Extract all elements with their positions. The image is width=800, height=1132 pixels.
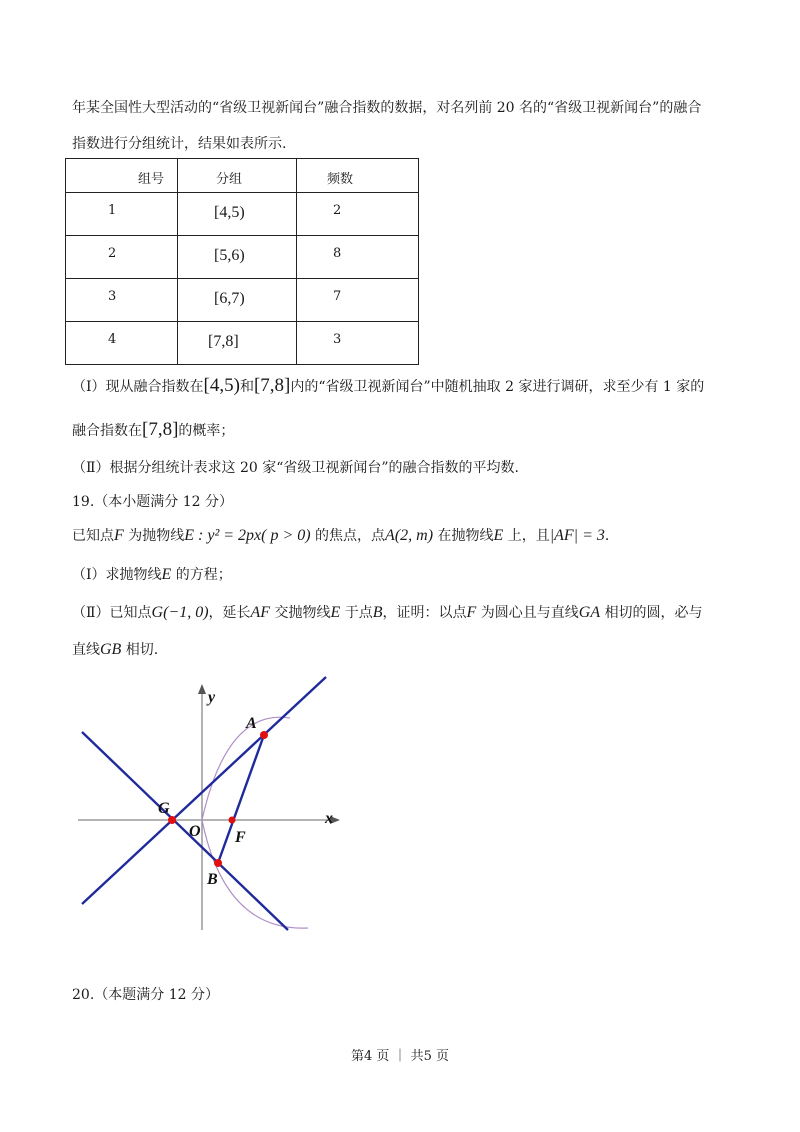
point-g-dot xyxy=(168,816,176,824)
point-b-dot xyxy=(214,859,222,867)
row-group: 1 xyxy=(108,203,117,218)
interval-7-8: [7,8] xyxy=(253,375,291,396)
q18-part1-line1: （Ⅰ）现从融合指数在[4,5)和[7,8]内的“省级卫视新闻台”中随机抽取 2 家进行调研，求至少有 1 家的 xyxy=(72,375,705,396)
table-row xyxy=(66,322,419,365)
q18-part1-line2: 融合指数在[7,8]的概率； xyxy=(72,419,235,440)
q19-statement: 已知点F 为抛物线E : y² = 2px( p > 0) 的焦点，点A(2, m) 在抛物线E 上，且|AF| = 3. xyxy=(72,527,610,544)
table-row xyxy=(66,279,419,322)
label-f: F xyxy=(235,829,246,846)
table-header-row xyxy=(66,159,419,193)
parabola-curve xyxy=(202,717,308,928)
q19-part2-line1: （Ⅱ）已知点G(−1, 0)，延长AF 交抛物线E 于点B，证明：以点F 为圆心且与直线GA 相切的圆，必与 xyxy=(72,604,703,621)
point-a-dot xyxy=(260,731,268,739)
q20-title: 20.（本题满分 12 分） xyxy=(72,987,219,1003)
parabola-equation: E : y² = 2px( p > 0) xyxy=(184,527,311,544)
row-count: 7 xyxy=(333,289,342,304)
row-count: 2 xyxy=(333,203,342,218)
label-y: y xyxy=(208,689,216,706)
q19-part1: （Ⅰ）求抛物线E 的方程； xyxy=(72,566,232,583)
parabola-figure xyxy=(78,672,348,934)
q18-part2: （Ⅱ）根据分组统计表求这 20 家“省级卫视新闻台”的融合指数的平均数. xyxy=(72,460,519,476)
page-footer: 第4 页 ｜ 共5 页 xyxy=(350,1049,450,1064)
interval-4-5: [4,5) xyxy=(203,375,240,396)
q19-part2-line2: 直线GB 相切. xyxy=(72,641,159,658)
header-frequency: 频数 xyxy=(327,172,354,187)
row-group: 4 xyxy=(108,332,117,347)
row-interval: [6,7) xyxy=(214,290,245,307)
row-interval: [7,8] xyxy=(208,333,239,350)
line-ga xyxy=(82,677,326,904)
table-row xyxy=(66,193,419,236)
af-length: |AF| = 3 xyxy=(549,527,605,544)
point-g: G(−1, 0) xyxy=(151,604,209,621)
row-count: 8 xyxy=(333,246,342,261)
label-g: G xyxy=(158,800,170,817)
row-group: 3 xyxy=(108,289,117,304)
header-interval: 分组 xyxy=(216,172,243,187)
y-axis-arrow-icon xyxy=(198,684,206,694)
row-group: 2 xyxy=(108,246,117,261)
row-interval: [4,5) xyxy=(214,204,245,221)
intro-line-2: 指数进行分组统计，结果如表所示. xyxy=(72,136,287,152)
table-row xyxy=(66,236,419,279)
point-f-dot xyxy=(229,817,236,824)
q19-title: 19.（本小题满分 12 分） xyxy=(72,494,233,510)
intro-line-1: 年某全国性大型活动的“省级卫视新闻台”融合指数的数据，对名列前 20 名的“省级卫视新闻台”的融合 xyxy=(72,100,702,116)
row-interval: [5,6) xyxy=(214,247,245,264)
header-group-number: 组号 xyxy=(138,172,165,187)
interval-7-8: [7,8] xyxy=(142,419,179,440)
label-o: O xyxy=(189,823,201,840)
row-count: 3 xyxy=(333,332,342,347)
frequency-table xyxy=(65,158,419,365)
line-gb xyxy=(82,732,288,930)
label-a: A xyxy=(246,715,257,732)
point-a: A(2, m) xyxy=(385,527,434,544)
label-x: x xyxy=(325,810,333,827)
label-b: B xyxy=(207,871,218,888)
